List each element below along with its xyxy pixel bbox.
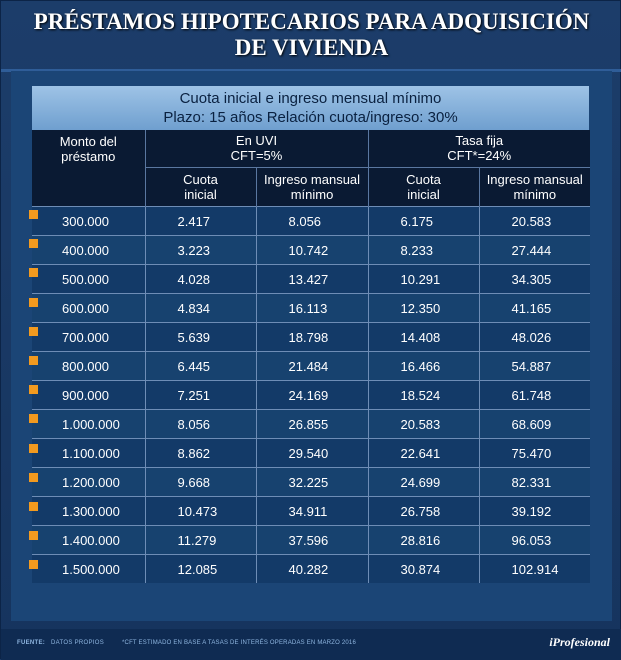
cell-fixed-cuota: 18.524 (368, 381, 479, 410)
row-bullet-icon (29, 385, 38, 394)
table-caption (32, 86, 589, 130)
cell-uvi-ingreso: 16.113 (256, 294, 368, 323)
header-fixed-cuota-line-1: Cuota (406, 172, 441, 187)
caption-line-2: Plazo: 15 años Relación cuota/ingreso: 30% (163, 109, 458, 126)
cell-uvi-cuota: 4.028 (145, 265, 256, 294)
cell-amount: 1.100.000 (32, 439, 145, 468)
table-row (32, 352, 590, 381)
cell-uvi-cuota: 11.279 (145, 526, 256, 555)
header-fixed-ingreso-line-1: Ingreso mansual (486, 172, 583, 187)
header-amount-line-1: Monto del (59, 134, 117, 149)
cell-uvi-cuota: 5.639 (145, 323, 256, 352)
cell-fixed-cuota: 14.408 (368, 323, 479, 352)
cell-amount: 1.000.000 (32, 410, 145, 439)
cell-fixed-ingreso: 82.331 (479, 468, 590, 497)
title-line-1: PRÉSTAMOS HIPOTECARIOS PARA ADQUISICIÓN (33, 9, 590, 34)
header-fixed-rate: CFT*=24% (447, 148, 512, 163)
cell-amount: 1.200.000 (32, 468, 145, 497)
row-bullet-icon (29, 560, 38, 569)
cell-uvi-cuota: 12.085 (145, 555, 256, 584)
table-row (32, 236, 590, 265)
cell-uvi-cuota: 2.417 (145, 207, 256, 236)
header-amount-line-2: préstamo (61, 149, 116, 164)
row-bullet-icon (29, 414, 38, 423)
cell-amount: 900.000 (32, 381, 145, 410)
header-uvi-ingreso-line-1: Ingreso mansual (263, 172, 361, 187)
row-bullet-icon (29, 444, 38, 453)
footer-source-label: FUENTE: (17, 640, 46, 646)
table-row (32, 439, 590, 468)
header-uvi-label: En UVI (235, 133, 278, 148)
cell-fixed-ingreso: 27.444 (479, 236, 590, 265)
header-uvi-cuota-line-2: inicial (184, 187, 217, 202)
cell-fixed-cuota: 24.699 (368, 468, 479, 497)
cell-amount: 500.000 (32, 265, 145, 294)
cell-fixed-ingreso: 61.748 (479, 381, 590, 410)
cell-uvi-ingreso: 37.596 (256, 526, 368, 555)
row-bullet-icon (29, 502, 38, 511)
header-fixed-label: Tasa fija (455, 133, 504, 148)
cell-uvi-cuota: 7.251 (145, 381, 256, 410)
cell-uvi-cuota: 8.056 (145, 410, 256, 439)
cell-amount: 600.000 (32, 294, 145, 323)
header-uvi-ingreso (256, 168, 368, 207)
table-row (32, 555, 590, 584)
cell-amount: 1.400.000 (32, 526, 145, 555)
row-bullet-icon (29, 356, 38, 365)
cell-fixed-cuota: 22.641 (368, 439, 479, 468)
brand-logo: iProfesional (549, 635, 610, 649)
table-row (32, 294, 590, 323)
table-row (32, 207, 590, 236)
header-fixed-ingreso-line-2: mínimo (513, 187, 557, 202)
table-row (32, 265, 590, 294)
row-bullet-icon (29, 327, 38, 336)
cell-uvi-cuota: 10.473 (145, 497, 256, 526)
table-row (32, 526, 590, 555)
cell-fixed-ingreso: 96.053 (479, 526, 590, 555)
cell-fixed-cuota: 16.466 (368, 352, 479, 381)
footer (1, 629, 621, 660)
cell-fixed-ingreso: 41.165 (479, 294, 590, 323)
cell-amount: 1.300.000 (32, 497, 145, 526)
table-body (32, 207, 590, 584)
cell-uvi-ingreso: 40.282 (256, 555, 368, 584)
header-group-uvi (145, 130, 368, 168)
header-uvi-cuota (145, 168, 256, 207)
header-row-groups (32, 130, 590, 168)
footer-source-value: DATOS PROPIOS (51, 640, 105, 646)
title-line-2: DE VIVIENDA (234, 35, 389, 60)
cell-fixed-ingreso: 102.914 (479, 555, 590, 584)
cell-fixed-cuota: 20.583 (368, 410, 479, 439)
cell-uvi-ingreso: 32.225 (256, 468, 368, 497)
cell-uvi-ingreso: 29.540 (256, 439, 368, 468)
cell-uvi-cuota: 3.223 (145, 236, 256, 265)
cell-fixed-cuota: 28.816 (368, 526, 479, 555)
header-group-fixed (368, 130, 590, 168)
cell-uvi-ingreso: 34.911 (256, 497, 368, 526)
cell-fixed-ingreso: 48.026 (479, 323, 590, 352)
cell-fixed-ingreso: 20.583 (479, 207, 590, 236)
header-fixed-cuota-line-2: inicial (407, 187, 440, 202)
table-row (32, 323, 590, 352)
cell-uvi-cuota: 8.862 (145, 439, 256, 468)
cell-amount: 300.000 (32, 207, 145, 236)
cell-fixed-ingreso: 39.192 (479, 497, 590, 526)
cell-uvi-ingreso: 18.798 (256, 323, 368, 352)
cell-uvi-cuota: 4.834 (145, 294, 256, 323)
loan-table (32, 130, 590, 583)
cell-uvi-ingreso: 10.742 (256, 236, 368, 265)
cell-uvi-ingreso: 13.427 (256, 265, 368, 294)
cell-uvi-ingreso: 21.484 (256, 352, 368, 381)
row-bullet-icon (29, 210, 38, 219)
table-row (32, 497, 590, 526)
header-amount (32, 130, 145, 207)
cell-uvi-ingreso: 8.056 (256, 207, 368, 236)
cell-fixed-cuota: 10.291 (368, 265, 479, 294)
row-bullet-icon (29, 239, 38, 248)
row-bullet-icon (29, 298, 38, 307)
row-bullet-icon (29, 268, 38, 277)
cell-fixed-ingreso: 75.470 (479, 439, 590, 468)
header-uvi-ingreso-line-2: mínimo (290, 187, 334, 202)
cell-amount: 700.000 (32, 323, 145, 352)
cell-fixed-ingreso: 68.609 (479, 410, 590, 439)
row-bullet-icon (29, 473, 38, 482)
cell-fixed-cuota: 26.758 (368, 497, 479, 526)
cell-uvi-ingreso: 26.855 (256, 410, 368, 439)
header-uvi-rate: CFT=5% (230, 148, 283, 163)
cell-uvi-cuota: 9.668 (145, 468, 256, 497)
cell-fixed-cuota: 12.350 (368, 294, 479, 323)
cell-fixed-cuota: 30.874 (368, 555, 479, 584)
table-row (32, 468, 590, 497)
cell-uvi-ingreso: 24.169 (256, 381, 368, 410)
cell-fixed-cuota: 6.175 (368, 207, 479, 236)
cell-fixed-cuota: 8.233 (368, 236, 479, 265)
cell-fixed-ingreso: 34.305 (479, 265, 590, 294)
cell-amount: 400.000 (32, 236, 145, 265)
cell-amount: 800.000 (32, 352, 145, 381)
caption-line-1: Cuota inicial e ingreso mensual mínimo (179, 90, 442, 107)
cell-uvi-cuota: 6.445 (145, 352, 256, 381)
row-bullet-icon (29, 531, 38, 540)
footer-note: *CFT ESTIMADO EN BASE A TASAS DE INTERÉS OPERADAS EN MARZO 2016 (122, 640, 356, 646)
table-row (32, 410, 590, 439)
header-fixed-ingreso (479, 168, 590, 207)
cell-amount: 1.500.000 (32, 555, 145, 584)
header-uvi-cuota-line-1: Cuota (183, 172, 218, 187)
page-title (1, 9, 621, 61)
cell-fixed-ingreso: 54.887 (479, 352, 590, 381)
table-row (32, 381, 590, 410)
header-fixed-cuota (368, 168, 479, 207)
